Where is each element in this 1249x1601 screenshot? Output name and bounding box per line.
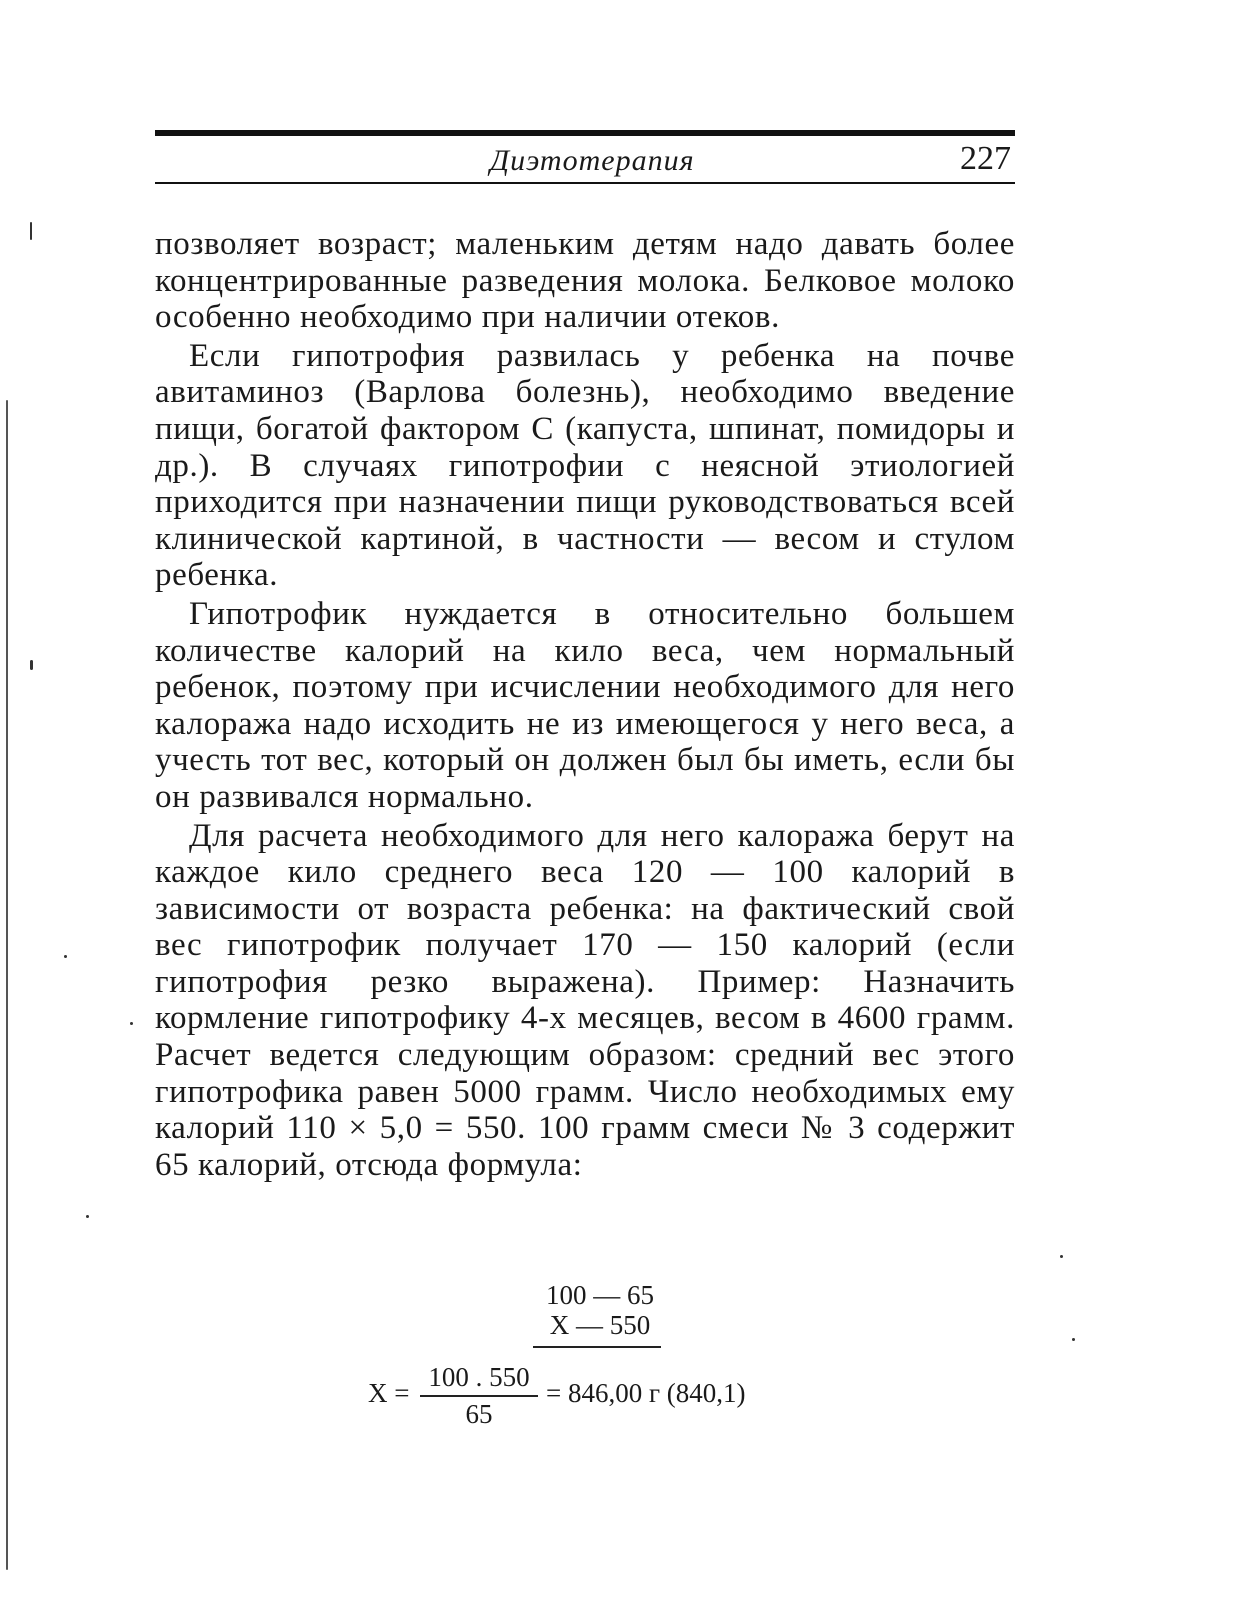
paragraph: Для расчета необходимого для него калоража берут на каждое кило среднего веса 120 — 100 калорий в зависимости от возраста ребенка: на фактический свой вес гипотрофик получает 170 — 150 калорий (если гипотрофия резко выражена). Пример: Назначить кормление гипотрофику 4-х месяцев, весом в 4600 грамм. Расчет ведется следующим образом: средний вес этого гипотрофика равен 5000 грамм. Число необходимых ему калорий 110 × 5,0 = 550. 100 грамм смеси № 3 содержит 65 калорий, отсюда формула: <box>155 817 1015 1183</box>
book-page <box>155 130 1015 1429</box>
binding-mark <box>30 660 33 670</box>
page-number: 227 <box>960 140 1011 177</box>
fraction-bar <box>420 1395 538 1397</box>
fraction-numerator: 100 . 550 <box>428 1362 530 1392</box>
equation-result: = 846,00 г (840,1) <box>546 1378 746 1408</box>
binding-mark <box>1060 1255 1063 1258</box>
binding-mark <box>86 1215 89 1218</box>
proportion-rule <box>533 1346 661 1348</box>
formula-block <box>155 1280 1015 1429</box>
running-title: Диэтотерапия <box>490 144 695 177</box>
binding-mark <box>1072 1338 1075 1341</box>
body-text <box>155 226 1015 1183</box>
binding-mark <box>64 955 67 958</box>
page-header <box>155 136 1015 184</box>
equation-lhs: X = <box>368 1378 410 1408</box>
paragraph: Гипотрофик нуждается в относительно большем количестве калорий на кило веса, чем нормальный ребенок, поэтому при исчислении необходимого для него калоража надо исходить не из имеющегося у него веса, а учесть тот вес, который он должен был бы иметь, если бы он развивался нормально. <box>155 595 1015 815</box>
fraction-denominator: 65 <box>465 1399 493 1429</box>
paragraph: позволяет возраст; маленьким детям надо давать более концентрированные разведения молока. Белковое молоко особенно необходимо при наличии отеков. <box>155 226 1015 336</box>
fraction <box>420 1362 538 1430</box>
binding-mark <box>6 400 8 1570</box>
binding-mark <box>130 1022 133 1025</box>
fraction-equation <box>368 1362 808 1429</box>
paragraph: Если гипотрофия развилась у ребенка на почве авитаминоз (Варлова болезнь), необходимо введение пищи, богатой фактором С (капуста, шпинат, помидоры и др.). В случаях гипотрофии с неясной этиологией приходится при назначении пищи руководствоваться всей клинической картиной, в частности — весом и стулом ребенка. <box>155 337 1015 594</box>
proportion-line: X — 550 <box>549 1310 651 1340</box>
proportion-line: 100 — 65 <box>546 1280 654 1310</box>
binding-mark <box>30 222 32 240</box>
